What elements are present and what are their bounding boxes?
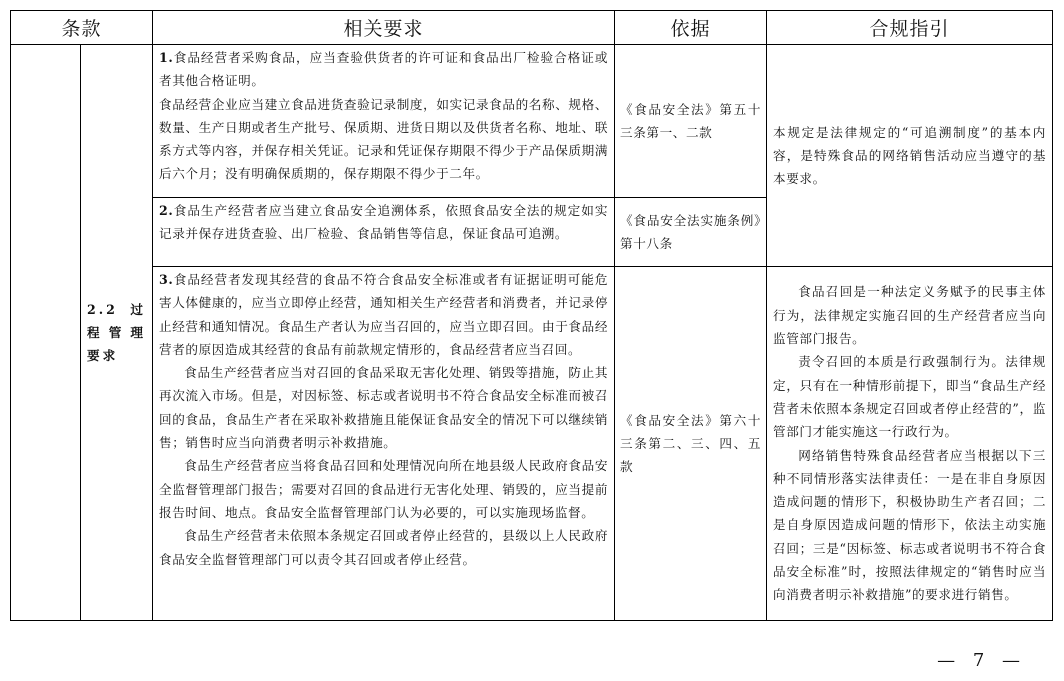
regulation-table xyxy=(10,10,1053,621)
requirement-paragraph: 食品生产经营者应当将食品召回和处理情况向所在地县级人民政府食品安全监督管理部门报告；需要对召回的食品进行无害化处理、销毁的，应当提前报告时间、地点。食品安全监督管理部门认为必要的，可以实施现场监督。 xyxy=(159,458,609,520)
guidance-paragraph: 责令召回的本质是行政强制行为。法律规定，只有在一种情形前提下，即当“食品生产经营者未依照本条规定召回或者停止经营的”，监管部门才能实施这一行政行为。 xyxy=(773,354,1047,440)
basis-cell-1: 《食品安全法》第五十三条第一、二款 xyxy=(615,45,767,198)
requirement-text: 食品经营者采购食品，应当查验供货者的许可证和食品出厂检验合格证或者其他合格证明。 xyxy=(159,50,609,89)
header-requirements: 相关要求 xyxy=(153,11,615,45)
requirement-cell-2 xyxy=(153,198,615,267)
basis-cell-2: 《食品安全法实施条例》第十八条 xyxy=(615,198,767,267)
table-row xyxy=(11,267,1053,621)
requirement-paragraph: 食品经营企业应当建立食品进货查验记录制度，如实记录食品的名称、规格、数量、生产日期或者生产批号、保质期、进货日期以及供货者名称、地址、联系方式等内容，并保存相关凭证。记录和凭证保存期限不得少于产品保质期满后六个月；没有明确保质期的，保存期限不得少于二年。 xyxy=(159,96,609,182)
requirement-cell-1 xyxy=(153,45,615,198)
header-clause: 条款 xyxy=(11,11,153,45)
requirement-number: 1. xyxy=(159,50,174,65)
requirement-number: 3. xyxy=(159,272,174,287)
guidance-paragraph: 网络销售特殊食品经营者应当根据以下三种不同情形落实法律责任：一是在非自身原因造成问题的情形下，积极协助生产者召回；二是自身原因造成问题的情形下，依法主动实施召回；三是“因标签、标志或者说明书不符合食品安全标准”时，按照法律规定的“销售时应当向消费者明示补救措施”的要求进行销售。 xyxy=(773,447,1047,603)
header-guidance: 合规指引 xyxy=(767,11,1053,45)
requirement-paragraph: 食品生产经营者未依照本条规定召回或者停止经营的，县级以上人民政府食品安全监督管理部门可以责令其召回或者停止经营。 xyxy=(159,528,609,567)
table-row xyxy=(11,45,1053,198)
guidance-paragraph: 食品召回是一种法定义务赋予的民事主体行为，法律规定实施召回的生产经营者应当向监管部门报告。 xyxy=(773,284,1047,347)
guidance-cell-1 xyxy=(767,45,1053,267)
basis-cell-3: 《食品安全法》第六十三条第二、三、四、五款 xyxy=(615,267,767,621)
guidance-cell-2 xyxy=(767,267,1053,621)
page-number: — 7 — xyxy=(937,650,1026,671)
clause-blank-cell xyxy=(11,45,81,621)
requirement-paragraph xyxy=(159,46,608,93)
section-label: 2.2 过程管理要求 xyxy=(81,45,153,621)
table-header-row xyxy=(11,11,1053,45)
requirement-paragraph xyxy=(159,268,608,361)
header-basis: 依据 xyxy=(615,11,767,45)
requirement-paragraph: 食品生产经营者应当对召回的食品采取无害化处理、销毁等措施，防止其再次流入市场。但是，对因标签、标志或者说明书不符合食品安全标准而被召回的食品，食品生产者在采取补救措施且能保证食品安全的情况下可以继续销售；销售时应当向消费者明示补救措施。 xyxy=(159,365,609,451)
requirement-text: 食品经营者发现其经营的食品不符合食品安全标准或者有证据证明可能危害人体健康的，应当立即停止经营，通知相关生产经营者和消费者，并记录停止经营和通知情况。食品生产者认为应当召回的，应当立即召回。由于食品经营者的原因造成其经营的食品有前款规定情形的，食品经营者应当召回。 xyxy=(159,272,609,357)
requirement-text: 食品生产经营者应当建立食品安全追溯体系，依照食品安全法的规定如实记录并保存进货查验、出厂检验、食品销售等信息，保证食品可追溯。 xyxy=(159,203,609,242)
guidance-paragraph: 本规定是法律规定的“可追溯制度”的基本内容，是特殊食品的网络销售活动应当遵守的基本要求。 xyxy=(773,124,1047,187)
requirement-cell-3 xyxy=(153,267,615,621)
requirement-paragraph xyxy=(159,199,608,246)
requirement-number: 2. xyxy=(159,203,174,218)
